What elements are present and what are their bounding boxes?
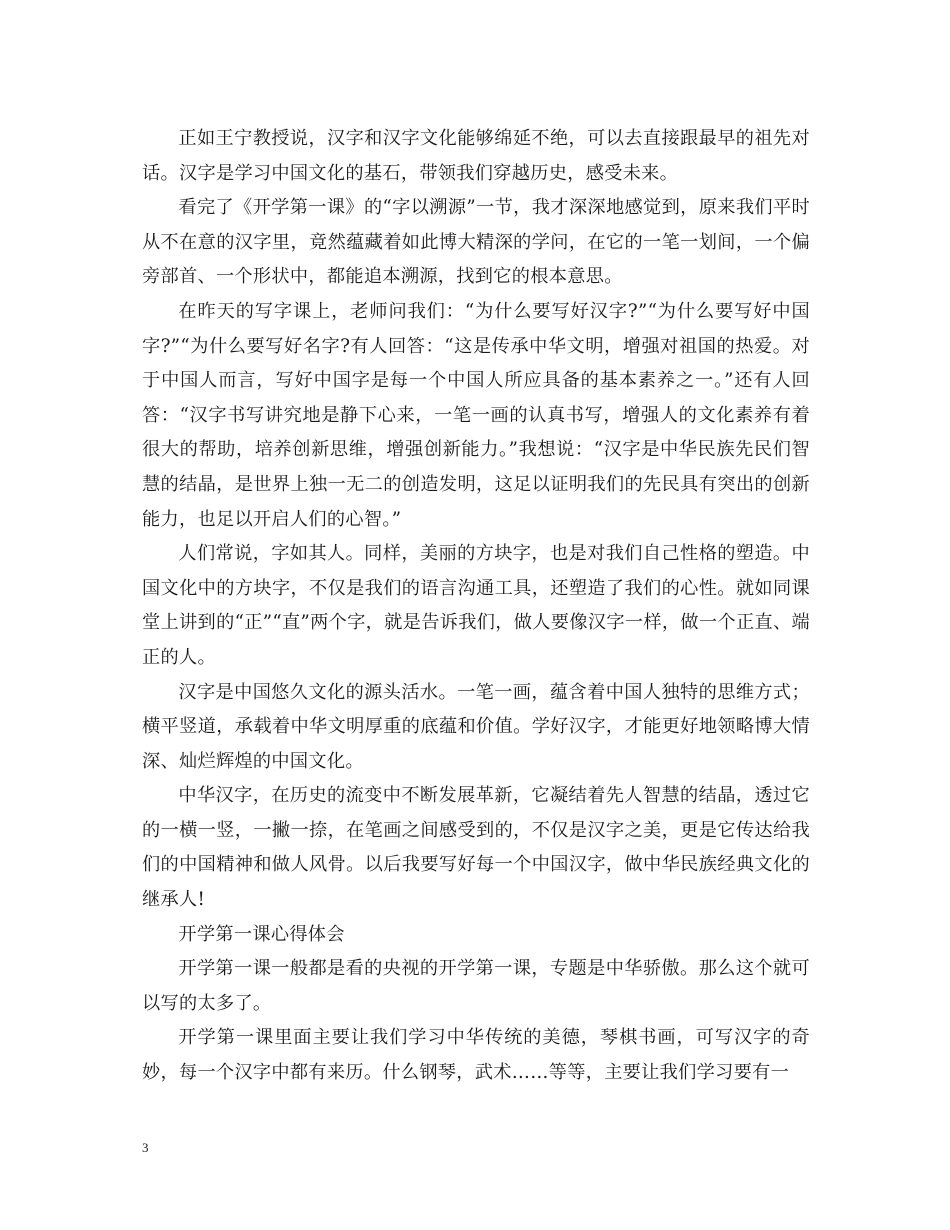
paragraph-6: 中华汉字，在历史的流变中不断发展革新，它凝结着先人智慧的结晶，透过它的一横一竖，一撇一捺，在笔画之间感受到的，不仅是汉字之美，更是它传达给我们的中国精神和做人风骨。以后我要写好每一个中国汉字，做中华民族经典文化的继承人! [142,785,810,911]
paragraph-1: 正如王宁教授说，汉字和汉字文化能够绵延不绝，可以去直接跟最早的祖先对话。汉字是学习中国文化的基石，带领我们穿越历史，感受未来。 [142,128,810,184]
paragraph-4: 人们常说，字如其人。同样，美丽的方块字，也是对我们自己性格的塑造。中国文化中的方块字，不仅是我们的语言沟通工具，还塑造了我们的心性。就如同课堂上讲到的“正”“直”两个字，就是告诉我们，做人要像汉字一样，做一个正直、端正的人。 [142,543,810,668]
page-number: 3 [142,1140,149,1155]
paragraph-3: 在昨天的写字课上，老师问我们：“为什么要写好汉字?”“为什么要写好中国字?”“为什么要写好名字?有人回答：“这是传承中华文明，增强对祖国的热爱。对于中国人而言，写好中国字是每一个中国人所应具备的基本素养之一。”还有人回答：“汉字书写讲究地是静下心来，一笔一画的认真书写，增强人的文化素养有着很大的帮助，培养创新思维，增强创新能力。”我想说：“汉字是中华民族先民们智慧的结晶，是世界上独一无二的创造发明，这足以证明我们的先民具有突出的创新能力，也足以开启人们的心智。” [142,300,810,530]
paragraph-5: 汉字是中国悠久文化的源头活水。一笔一画，蕴含着中国人独特的思维方式；横平竖道，承载着中华文明厚重的底蕴和价值。学好汉字，才能更好地领略博大情深、灿烂辉煌的中国文化。 [142,681,810,772]
paragraph-8: 开学第一课里面主要让我们学习中华传统的美德，琴棋书画，可写汉字的奇妙，每一个汉字中都有来历。什么钢琴，武术……等等，主要让我们学习要有一 [142,1027,810,1084]
paragraph-7: 开学第一课一般都是看的央视的开学第一课，专题是中华骄傲。那么这个就可以写的太多了。 [142,958,810,1014]
document-body [142,122,810,1091]
paragraph-2: 看完了《开学第一课》的“字以溯源”一节，我才深深地感觉到，原来我们平时从不在意的汉字里，竟然蕴藏着如此博大精深的学问，在它的一笔一划间，一个偏旁部首、一个形状中，都能追本溯源，找到它的根本意思。 [142,197,810,288]
section-heading: 开学第一课心得体会 [178,923,345,945]
